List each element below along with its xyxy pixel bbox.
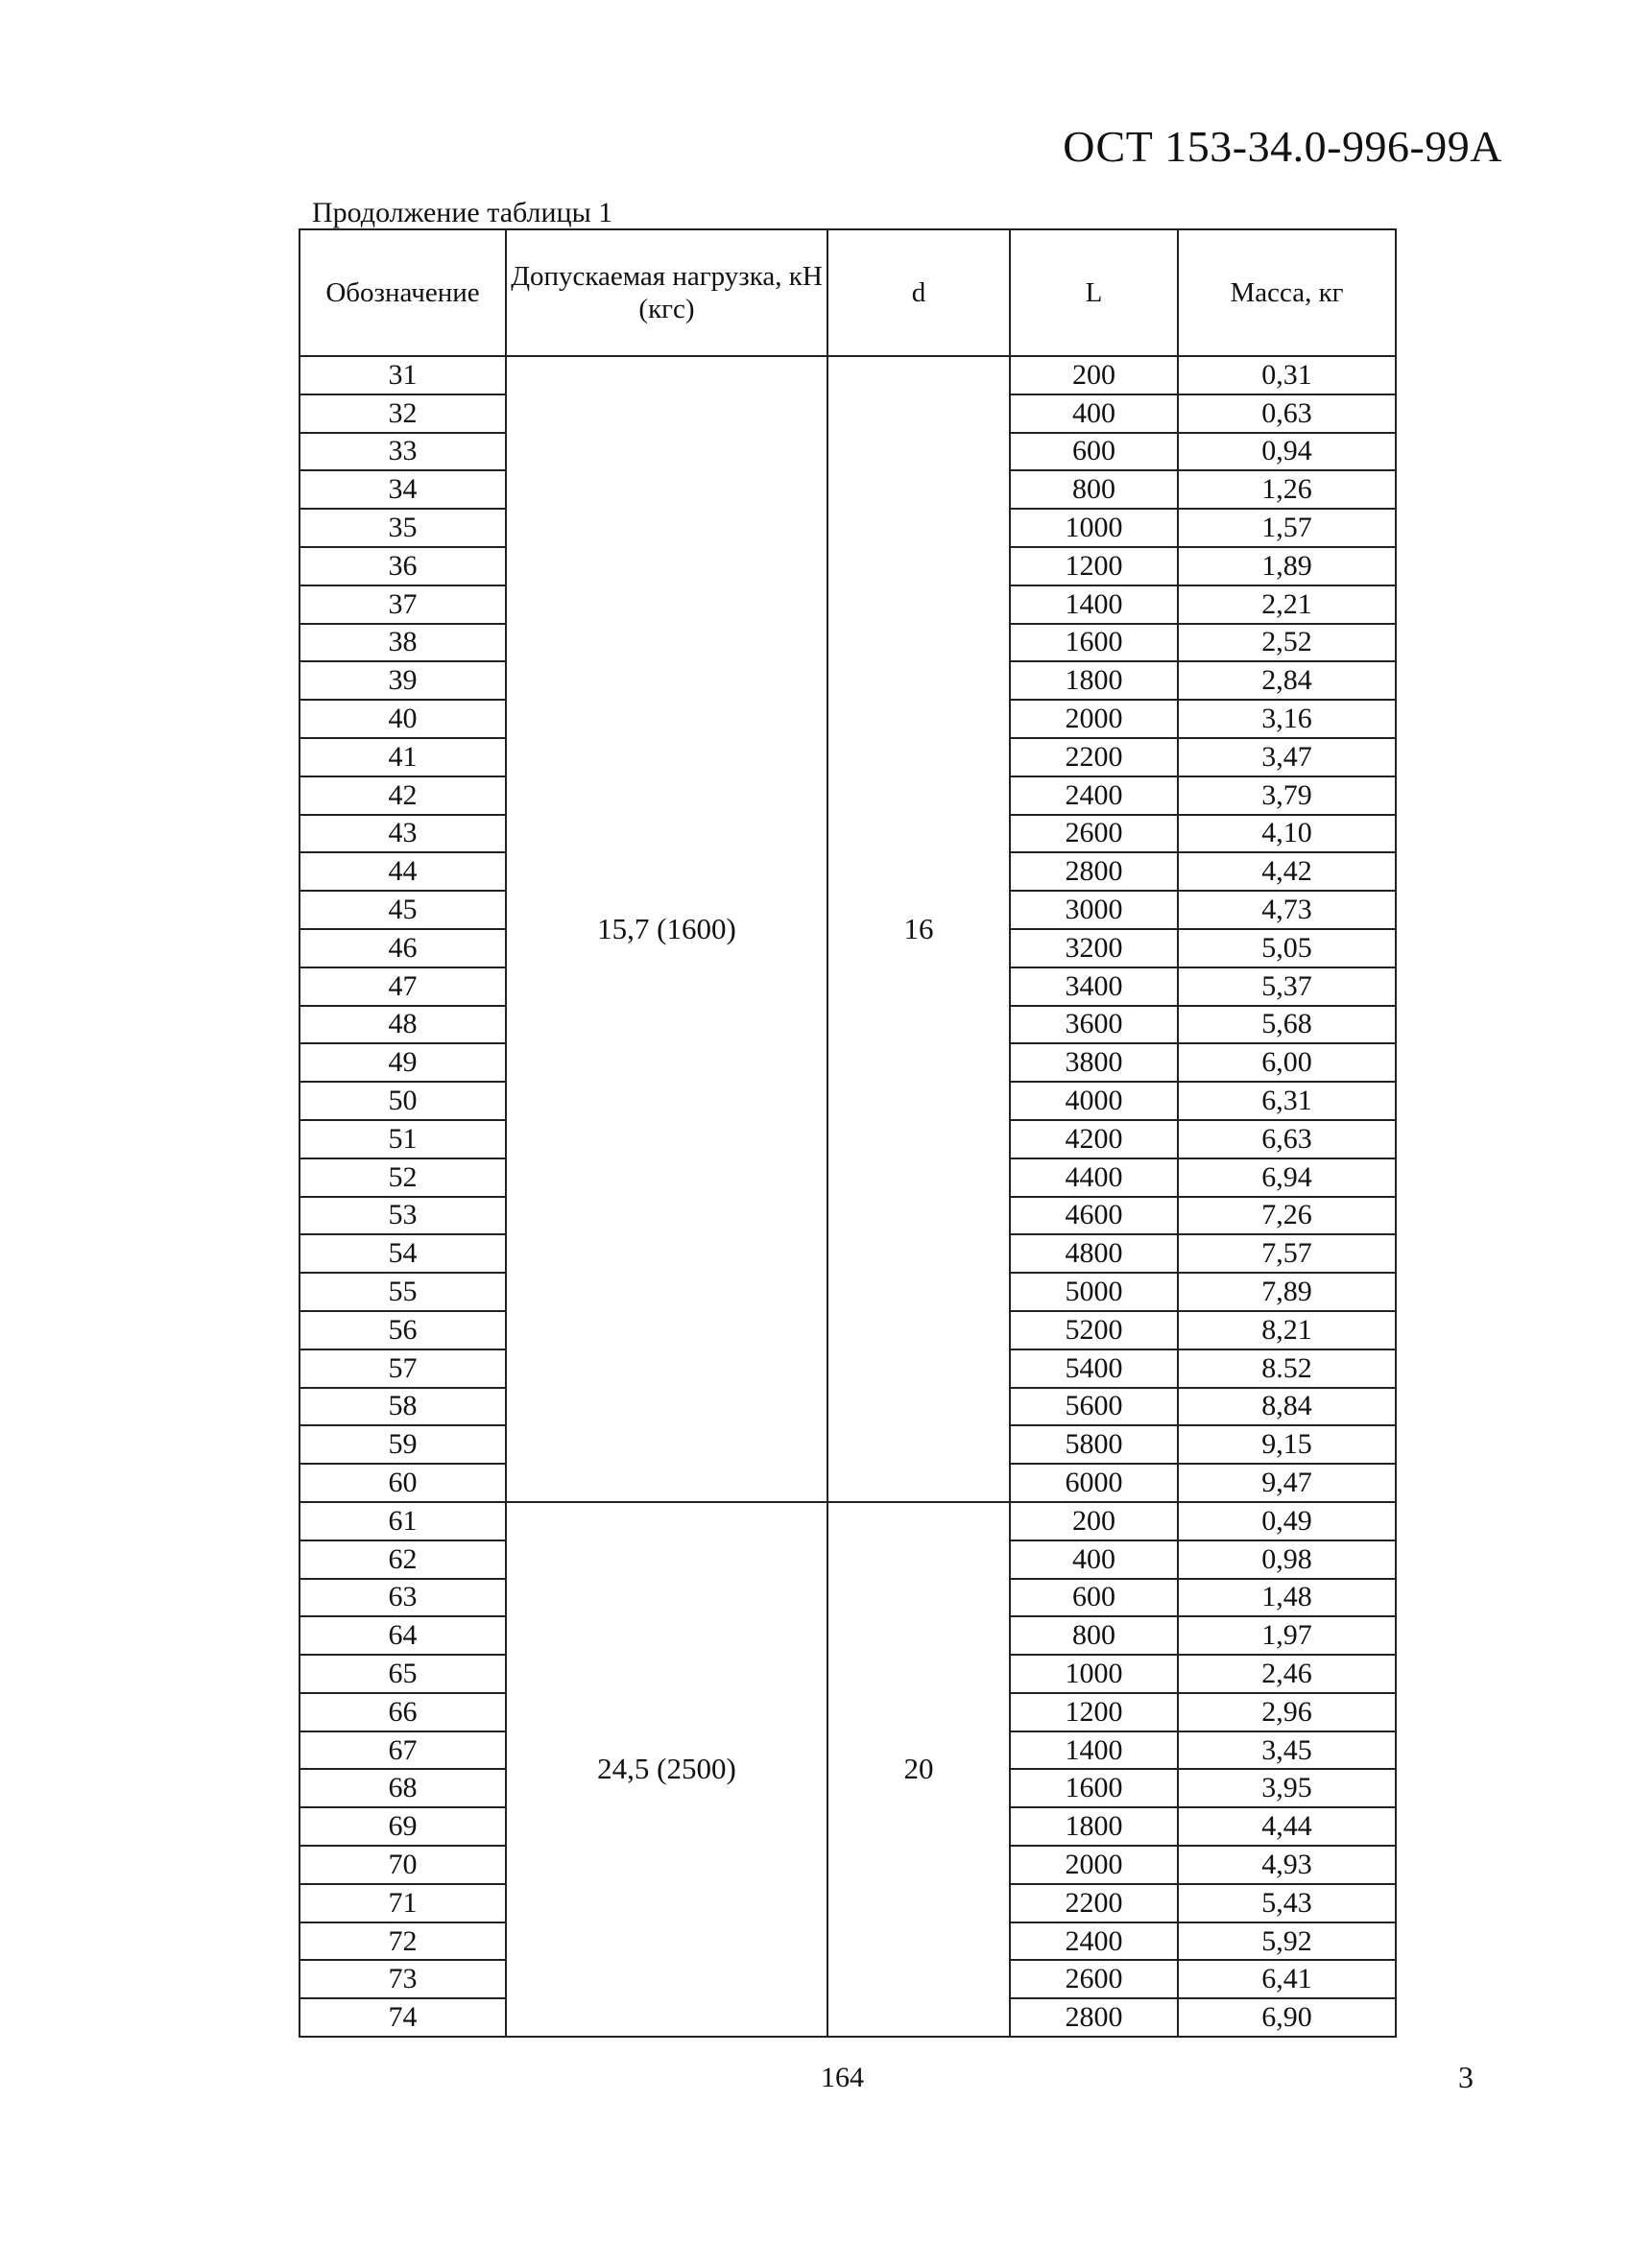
length-cell: 2200 (1010, 738, 1178, 776)
designation-cell: 74 (300, 1998, 506, 2037)
length-cell: 2600 (1010, 1960, 1178, 1998)
designation-cell: 68 (300, 1769, 506, 1807)
mass-cell: 1,48 (1178, 1579, 1396, 1617)
length-cell: 4400 (1010, 1158, 1178, 1197)
designation-cell: 35 (300, 509, 506, 547)
document-code: ОСТ 153-34.0-996-99А (1063, 122, 1502, 171)
length-cell: 3600 (1010, 1006, 1178, 1044)
designation-cell: 36 (300, 547, 506, 585)
length-cell: 200 (1010, 356, 1178, 394)
length-cell: 1400 (1010, 1731, 1178, 1770)
column-header: d (827, 229, 1010, 356)
mass-cell: 0,63 (1178, 394, 1396, 433)
length-cell: 1600 (1010, 624, 1178, 662)
mass-cell: 9,47 (1178, 1464, 1396, 1502)
length-cell: 1600 (1010, 1769, 1178, 1807)
length-cell: 400 (1010, 1540, 1178, 1579)
mass-cell: 7,89 (1178, 1273, 1396, 1311)
length-cell: 400 (1010, 394, 1178, 433)
length-cell: 5800 (1010, 1425, 1178, 1464)
length-cell: 3000 (1010, 891, 1178, 929)
mass-cell: 1,26 (1178, 470, 1396, 509)
designation-cell: 53 (300, 1197, 506, 1235)
length-cell: 4200 (1010, 1120, 1178, 1158)
designation-cell: 33 (300, 433, 506, 471)
mass-cell: 3,47 (1178, 738, 1396, 776)
length-cell: 5000 (1010, 1273, 1178, 1311)
table-header-row (300, 229, 1396, 356)
length-cell: 800 (1010, 1616, 1178, 1655)
length-cell: 1200 (1010, 547, 1178, 585)
mass-cell: 7,26 (1178, 1197, 1396, 1235)
designation-cell: 67 (300, 1731, 506, 1770)
designation-cell: 72 (300, 1922, 506, 1961)
mass-cell: 1,97 (1178, 1616, 1396, 1655)
length-cell: 3400 (1010, 967, 1178, 1006)
column-header: Допускаемая нагрузка, кН (кгс) (506, 229, 827, 356)
mass-cell: 0,49 (1178, 1502, 1396, 1540)
length-cell: 1800 (1010, 661, 1178, 700)
mass-cell: 2,52 (1178, 624, 1396, 662)
column-header: Обозначение (300, 229, 506, 356)
length-cell: 600 (1010, 1579, 1178, 1617)
mass-cell: 6,94 (1178, 1158, 1396, 1197)
designation-cell: 54 (300, 1234, 506, 1273)
length-cell: 5600 (1010, 1388, 1178, 1426)
mass-cell: 2,46 (1178, 1655, 1396, 1693)
designation-cell: 69 (300, 1807, 506, 1846)
mass-cell: 6,31 (1178, 1082, 1396, 1120)
mass-cell: 2,21 (1178, 585, 1396, 624)
designation-cell: 42 (300, 776, 506, 815)
table-container (299, 228, 1395, 2038)
length-cell: 2200 (1010, 1884, 1178, 1922)
designation-cell: 38 (300, 624, 506, 662)
mass-cell: 4,73 (1178, 891, 1396, 929)
mass-cell: 6,63 (1178, 1120, 1396, 1158)
length-cell: 1200 (1010, 1693, 1178, 1731)
designation-cell: 65 (300, 1655, 506, 1693)
mass-cell: 7,57 (1178, 1234, 1396, 1273)
designation-cell: 64 (300, 1616, 506, 1655)
designation-cell: 52 (300, 1158, 506, 1197)
mass-cell: 8.52 (1178, 1349, 1396, 1388)
designation-cell: 62 (300, 1540, 506, 1579)
length-cell: 200 (1010, 1502, 1178, 1540)
length-cell: 2000 (1010, 1846, 1178, 1884)
designation-cell: 41 (300, 738, 506, 776)
mass-cell: 5,68 (1178, 1006, 1396, 1044)
mass-cell: 3,45 (1178, 1731, 1396, 1770)
mass-cell: 6,90 (1178, 1998, 1396, 2037)
length-cell: 5400 (1010, 1349, 1178, 1388)
designation-cell: 66 (300, 1693, 506, 1731)
designation-cell: 63 (300, 1579, 506, 1617)
mass-cell: 5,43 (1178, 1884, 1396, 1922)
length-cell: 2400 (1010, 1922, 1178, 1961)
mass-cell: 4,44 (1178, 1807, 1396, 1846)
designation-cell: 45 (300, 891, 506, 929)
mass-cell: 6,41 (1178, 1960, 1396, 1998)
mass-cell: 2,84 (1178, 661, 1396, 700)
designation-cell: 51 (300, 1120, 506, 1158)
table-row (300, 1502, 1396, 1540)
mass-cell: 4,10 (1178, 815, 1396, 853)
length-cell: 3200 (1010, 929, 1178, 967)
length-cell: 4000 (1010, 1082, 1178, 1120)
length-cell: 5200 (1010, 1311, 1178, 1349)
mass-cell: 0,94 (1178, 433, 1396, 471)
designation-cell: 34 (300, 470, 506, 509)
designation-cell: 40 (300, 700, 506, 738)
designation-cell: 60 (300, 1464, 506, 1502)
diameter-cell: 20 (827, 1502, 1010, 2037)
designation-cell: 49 (300, 1043, 506, 1082)
designation-cell: 32 (300, 394, 506, 433)
designation-cell: 44 (300, 852, 506, 891)
length-cell: 4600 (1010, 1197, 1178, 1235)
column-header: Масса, кг (1178, 229, 1396, 356)
mass-cell: 4,42 (1178, 852, 1396, 891)
mass-cell: 3,16 (1178, 700, 1396, 738)
length-cell: 600 (1010, 433, 1178, 471)
table-row (300, 356, 1396, 394)
mass-cell: 8,21 (1178, 1311, 1396, 1349)
column-header: L (1010, 229, 1178, 356)
designation-cell: 48 (300, 1006, 506, 1044)
length-cell: 3800 (1010, 1043, 1178, 1082)
mass-cell: 6,00 (1178, 1043, 1396, 1082)
mass-cell: 1,57 (1178, 509, 1396, 547)
mass-cell: 5,92 (1178, 1922, 1396, 1961)
length-cell: 2800 (1010, 1998, 1178, 2037)
designation-cell: 58 (300, 1388, 506, 1426)
load-cell: 24,5 (2500) (506, 1502, 827, 2037)
page-number: 164 (821, 2062, 864, 2093)
designation-cell: 31 (300, 356, 506, 394)
designation-cell: 39 (300, 661, 506, 700)
length-cell: 6000 (1010, 1464, 1178, 1502)
length-cell: 800 (1010, 470, 1178, 509)
designation-cell: 47 (300, 967, 506, 1006)
load-cell: 15,7 (1600) (506, 356, 827, 1502)
length-cell: 2600 (1010, 815, 1178, 853)
mass-cell: 2,96 (1178, 1693, 1396, 1731)
table-caption: Продолжение таблицы 1 (312, 197, 613, 228)
table-body (300, 356, 1396, 2037)
designation-cell: 56 (300, 1311, 506, 1349)
mass-cell: 8,84 (1178, 1388, 1396, 1426)
length-cell: 1400 (1010, 585, 1178, 624)
mass-cell: 0,31 (1178, 356, 1396, 394)
sheet-number: 3 (1458, 2060, 1474, 2094)
designation-cell: 46 (300, 929, 506, 967)
mass-cell: 1,89 (1178, 547, 1396, 585)
mass-cell: 4,93 (1178, 1846, 1396, 1884)
length-cell: 1800 (1010, 1807, 1178, 1846)
designation-cell: 59 (300, 1425, 506, 1464)
designation-cell: 55 (300, 1273, 506, 1311)
mass-cell: 3,79 (1178, 776, 1396, 815)
designation-cell: 50 (300, 1082, 506, 1120)
mass-cell: 3,95 (1178, 1769, 1396, 1807)
mass-cell: 0,98 (1178, 1540, 1396, 1579)
length-cell: 1000 (1010, 1655, 1178, 1693)
mass-cell: 9,15 (1178, 1425, 1396, 1464)
data-table (299, 228, 1397, 2038)
length-cell: 1000 (1010, 509, 1178, 547)
mass-cell: 5,05 (1178, 929, 1396, 967)
designation-cell: 43 (300, 815, 506, 853)
designation-cell: 37 (300, 585, 506, 624)
designation-cell: 70 (300, 1846, 506, 1884)
length-cell: 2800 (1010, 852, 1178, 891)
mass-cell: 5,37 (1178, 967, 1396, 1006)
designation-cell: 61 (300, 1502, 506, 1540)
designation-cell: 71 (300, 1884, 506, 1922)
length-cell: 2000 (1010, 700, 1178, 738)
length-cell: 4800 (1010, 1234, 1178, 1273)
length-cell: 2400 (1010, 776, 1178, 815)
designation-cell: 57 (300, 1349, 506, 1388)
designation-cell: 73 (300, 1960, 506, 1998)
diameter-cell: 16 (827, 356, 1010, 1502)
